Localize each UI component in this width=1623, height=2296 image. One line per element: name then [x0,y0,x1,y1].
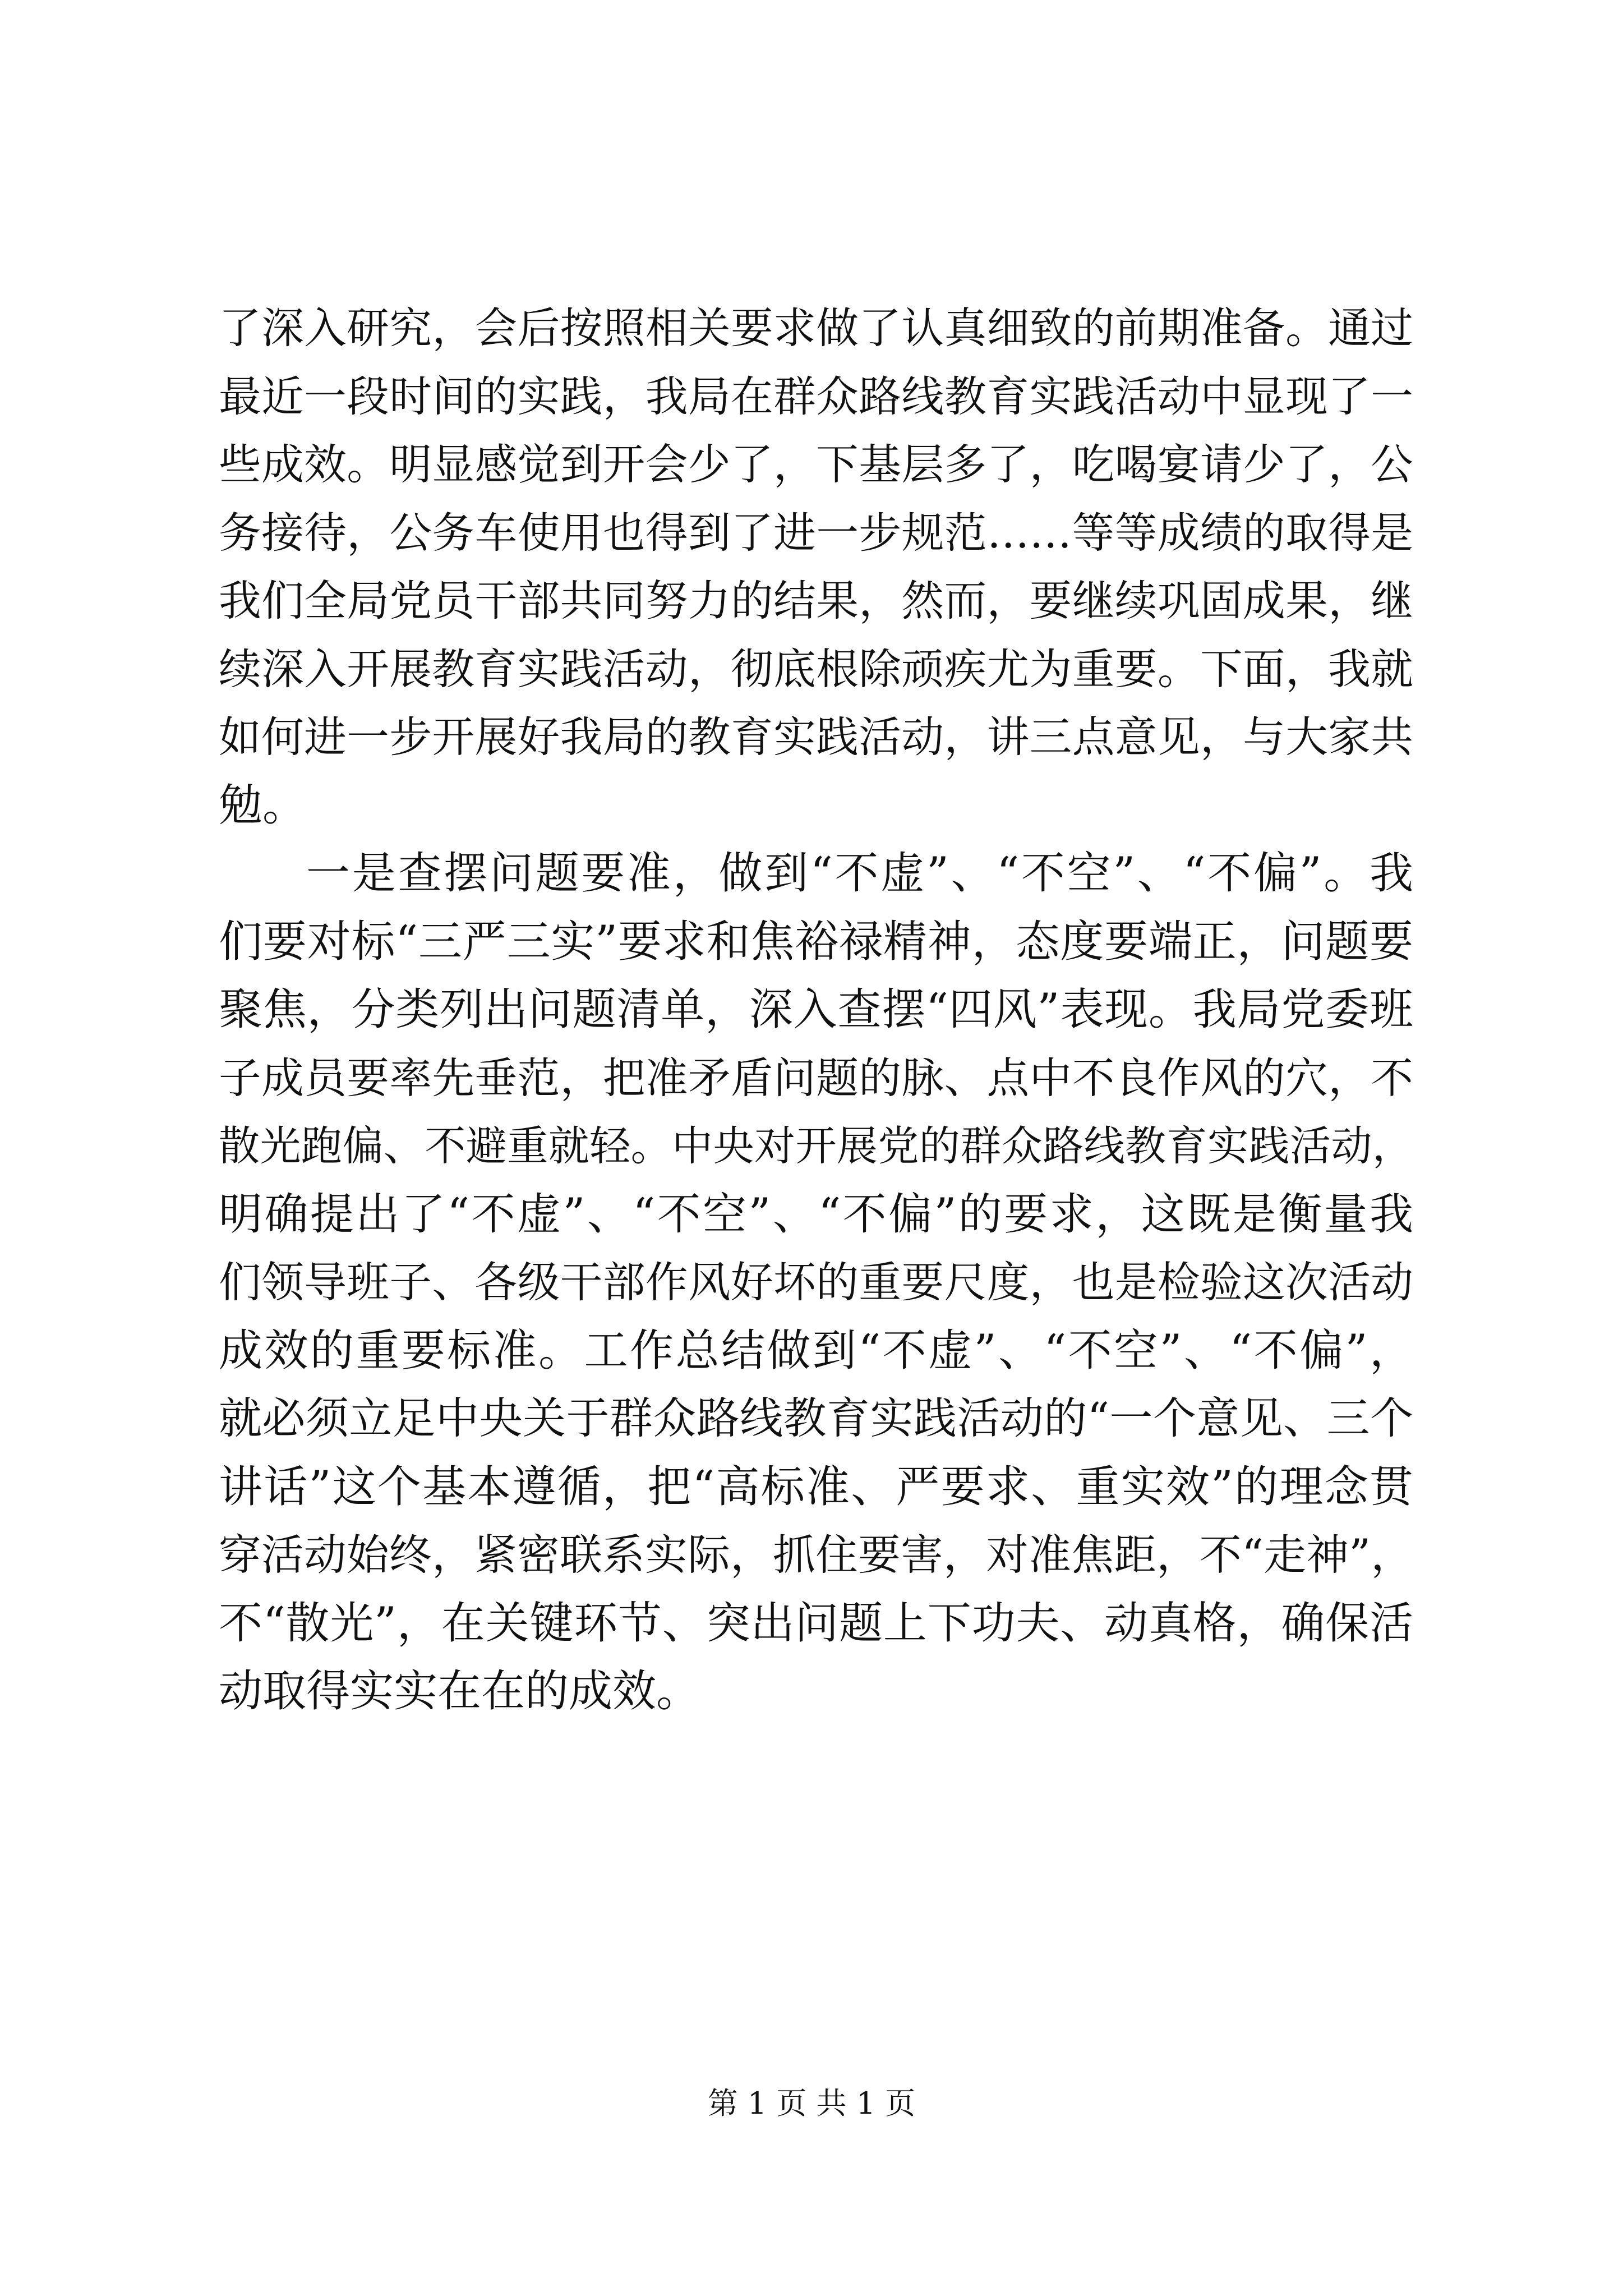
paragraph-2-line-2: 们要对标“三严三实”要求和焦裕禄精神，态度要端正，问题要 [219,916,1413,967]
paragraph-2-line-6: 明确提出了“不虚”、“不空”、“不偏”的要求，这既是衡量我 [219,1189,1413,1240]
page-number-label: 第 1 页 共 1 页 [707,2086,916,2121]
paragraph-2-line-9: 就必须立足中央关于群众路线教育实践活动的“一个意见、三个 [219,1393,1413,1444]
paragraph-2-line-5: 散光跑偏、不避重就轻。中央对开展党的群众路线教育实践活动， [219,1122,1413,1170]
paragraph-1-line-8: 勉。 [219,780,307,831]
paragraph-2-line-10: 讲话”这个基本遵循，把“高标准、严要求、重实效”的理念贯 [219,1461,1413,1512]
paragraph-2-line-8: 成效的重要标准。工作总结做到“不虚”、“不空”、“不偏”， [219,1325,1413,1376]
document-body [219,295,1413,1726]
paragraph-1-line-7: 如何进一步开展好我局的教育实践活动，讲三点意见，与大家共 [219,712,1413,762]
paragraph-2-line-4: 子成员要率先垂范，把准矛盾问题的脉、点中不良作风的穴，不 [219,1053,1413,1103]
paragraph-2-line-7: 们领导班子、各级干部作风好坏的重要尺度，也是检验这次活动 [219,1258,1413,1307]
page-footer [0,2084,1623,2123]
paragraph-2-line-3: 聚焦，分类列出问题清单，深入查摆“四风”表现。我局党委班 [219,984,1413,1035]
paragraph-2-line-1: 一是查摆问题要准，做到“不虚”、“不空”、“不偏”。我 [306,848,1413,899]
paragraph-1-line-4: 务接待，公务车使用也得到了进一步规范……等等成绩的取得是 [219,508,1413,558]
paragraph-1-line-1: 了深入研究，会后按照相关要求做了认真细致的前期准备。通过 [219,303,1413,353]
paragraph-1-line-3: 些成效。明显感觉到开会少了，下基层多了，吃喝宴请少了，公 [219,440,1413,489]
paragraph-1-line-5: 我们全局党员干部共同努力的结果，然而，要继续巩固成果，继 [219,576,1413,625]
paragraph-1-line-2: 最近一段时间的实践，我局在群众路线教育实践活动中显现了一 [219,371,1413,421]
paragraph-2-line-11: 穿活动始终，紧密联系实际，抓住要害，对准焦距，不“走神”， [219,1530,1413,1580]
paragraph-2-line-12: 不“散光”，在关键环节、突出问题上下功夫、动真格，确保活 [219,1598,1413,1649]
paragraph-1-line-6: 续深入开展教育实践活动，彻底根除顽疾尤为重要。下面，我就 [219,644,1413,694]
paragraph-2-line-13: 动取得实实在在的成效。 [219,1666,700,1717]
